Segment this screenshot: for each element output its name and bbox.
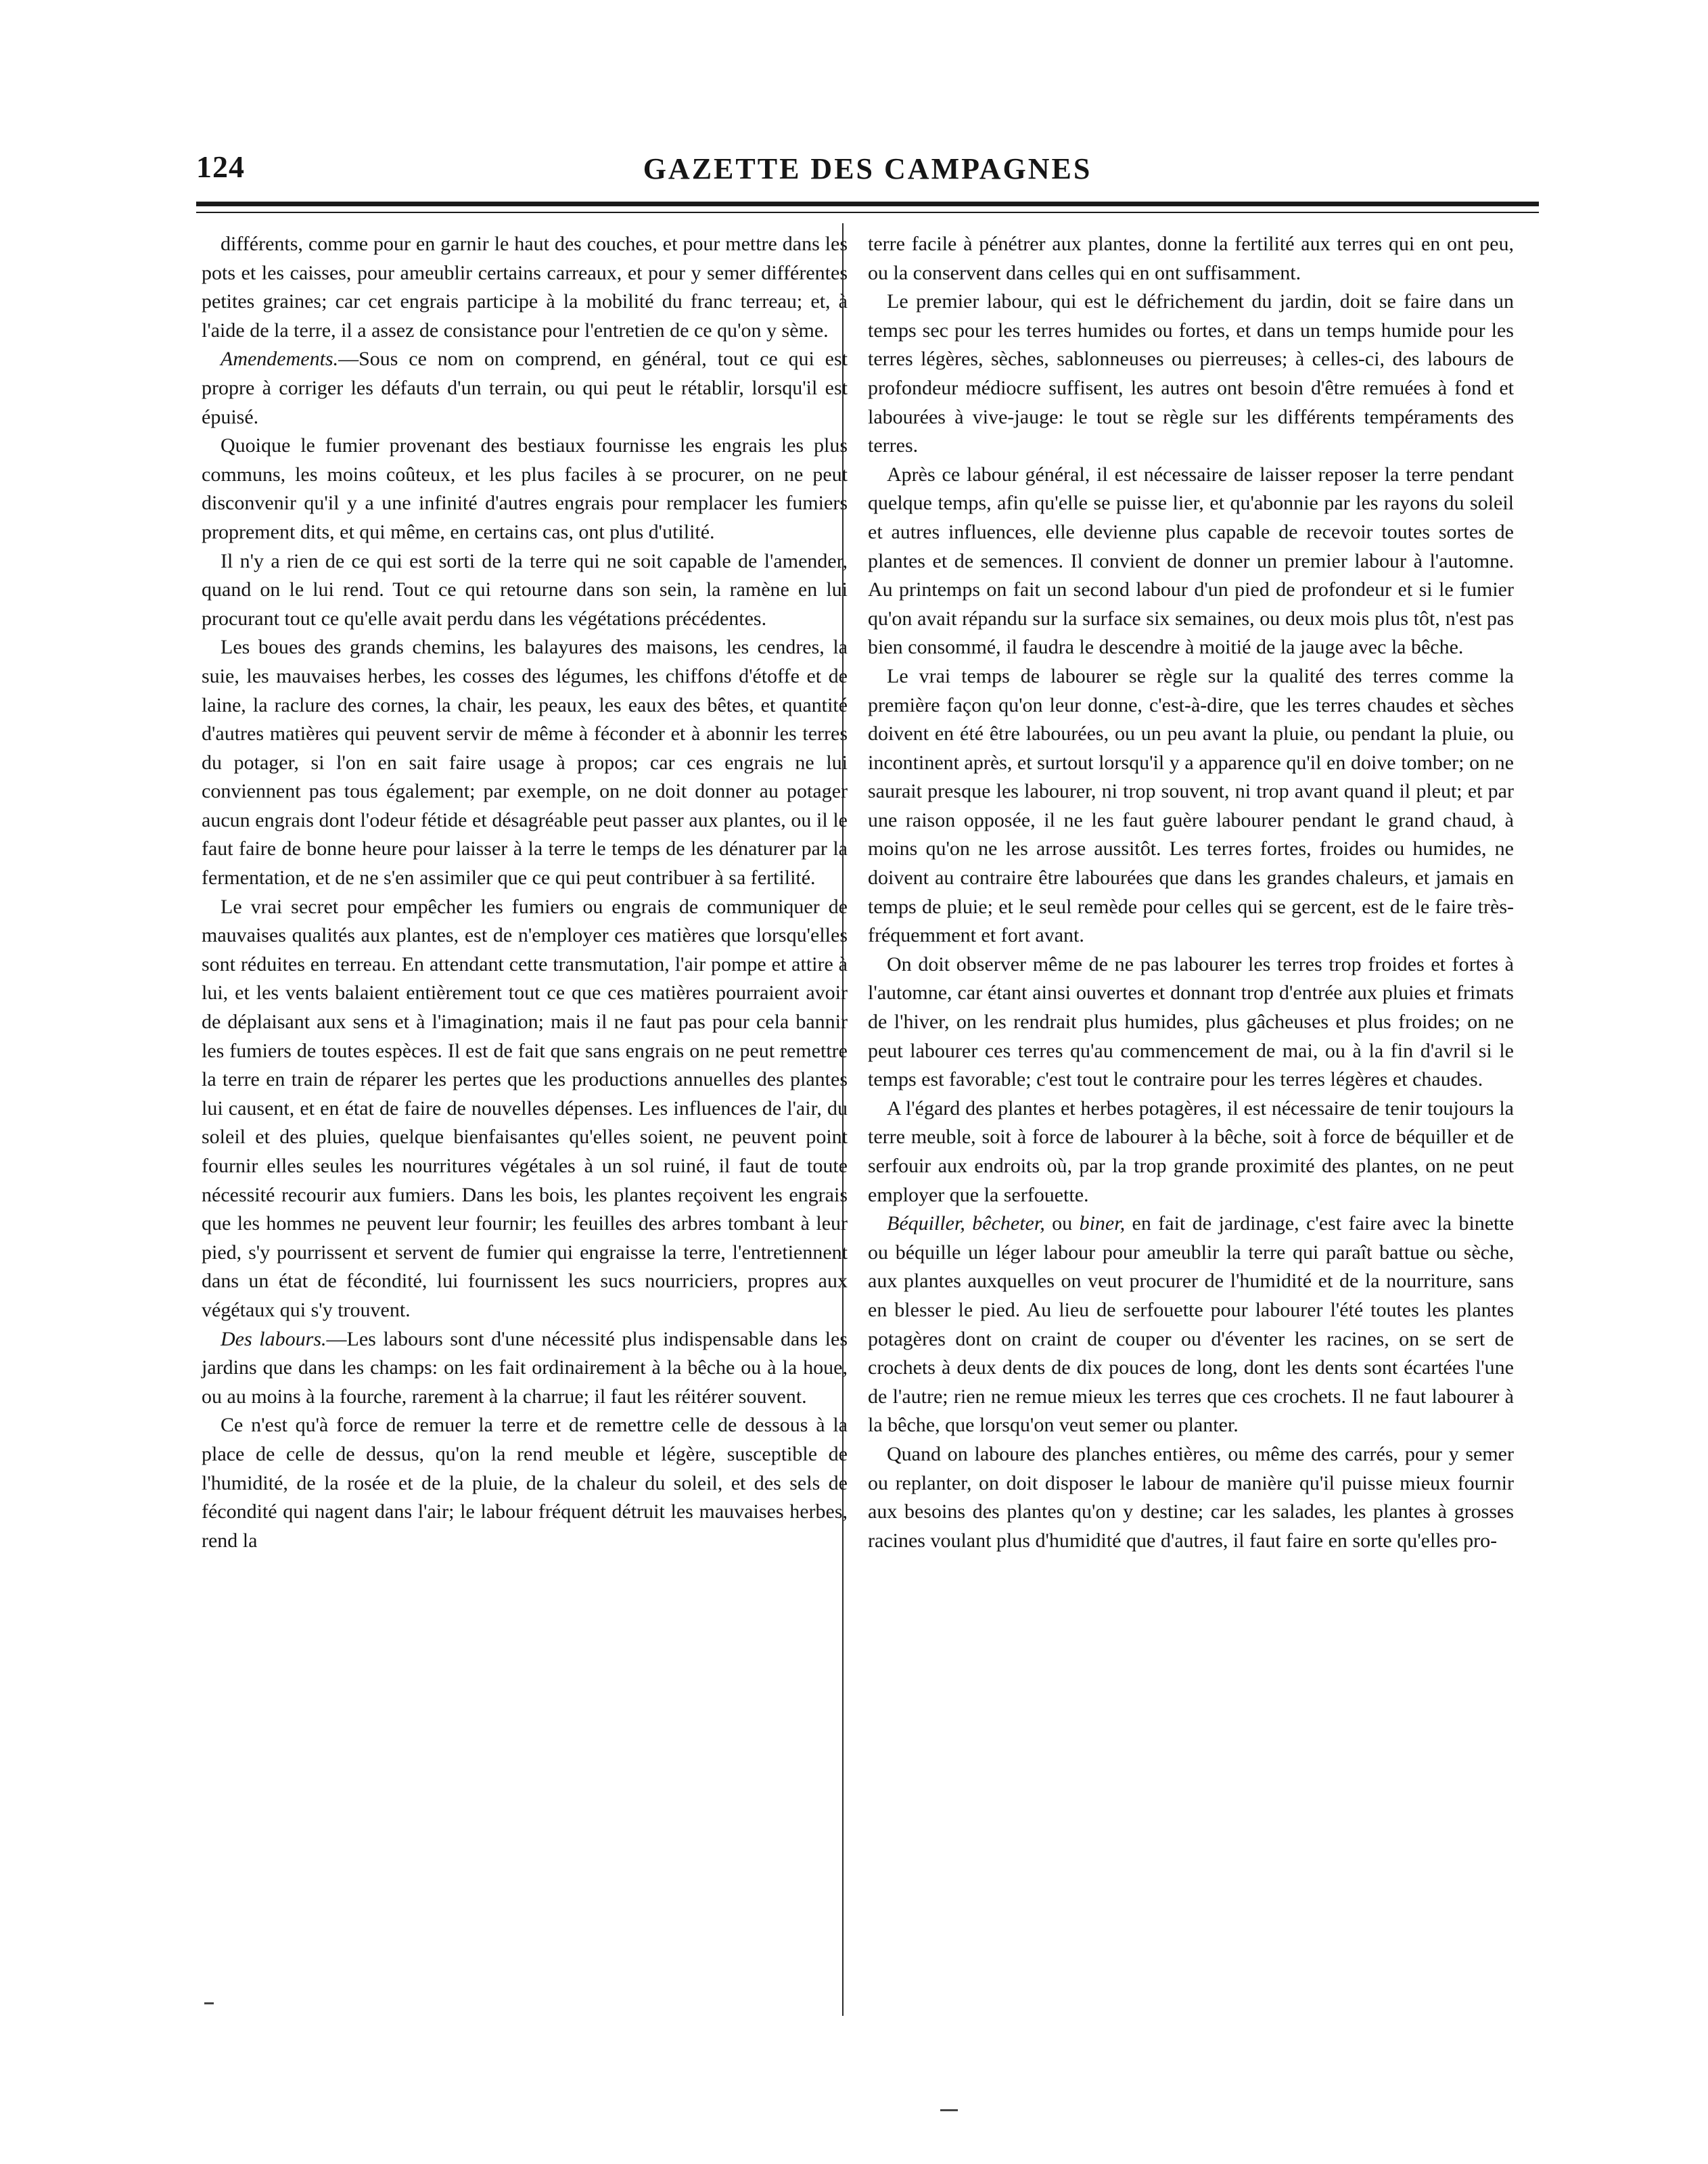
- section-lead: Amendements.: [221, 348, 339, 371]
- section-lead: Des labours.: [221, 1327, 327, 1350]
- page-header: [196, 149, 1539, 189]
- paragraph: [868, 950, 1514, 1095]
- paragraph-text: Après ce labour général, il est nécessaire de laisser reposer la terre pendant quelque temps, afin qu'elle se puisse lier, et qu'abonnie par les rayons du soleil et autres influences, elle devienne plus capable de recevoir toutes sortes de plantes et de semences. Il convient de donner un premier labour à l'automne. Au printemps on fait un second labour d'un pied de profondeur et si le fumier qu'on avait répandu sur la surface six semaines, ou deux mois plus tôt, n'est pas bien consommé, il faudra le descendre à moitié de la jauge avec la bêche.: [868, 463, 1514, 659]
- paragraph: [202, 893, 848, 1325]
- section-lead: Béquiller, bêcheter,: [887, 1212, 1045, 1235]
- paragraph: [202, 230, 848, 345]
- paragraph-text: —Sous ce nom on comprend, en général, tout ce qui est propre à corriger les défauts d'un terrain, ou qui peut le rétablir, lorsqu'il est épuisé.: [202, 348, 848, 428]
- paragraph: [202, 547, 848, 634]
- paragraph-text: ou: [1044, 1212, 1080, 1235]
- paragraph-text: Quoique le fumier provenant des bestiaux fournisse les engrais les plus communs, les moins coûteux, et les plus faciles à se procurer, on ne peut disconvenir qu'il y a une infinité d'autres engrais pour remplacer les fumiers proprement dits, et qui même, en certains cas, ont plus d'utilité.: [202, 434, 848, 543]
- paragraph-text: terre facile à pénétrer aux plantes, donne la fertilité aux terres qui en ont peu, ou la conservent dans celles qui en ont suffisamment.: [868, 233, 1514, 284]
- running-title: GAZETTE DES CAMPAGNES: [643, 152, 1092, 185]
- paragraph-text: A l'égard des plantes et herbes potagères, il est nécessaire de tenir toujours la terre meuble, soit à force de labourer à la bêche, soit à force de béquiller et de serfouir aux endroits où, par la trop grande proximité des plantes, on ne peut employer que la serfouette.: [868, 1097, 1514, 1206]
- paragraph: [868, 1440, 1514, 1555]
- paragraph-text: Le premier labour, qui est le défrichement du jardin, doit se faire dans un temps sec pour les terres humides ou fortes, et dans un temps humide pour les terres légères, sèches, sablonneuses ou pierreuses; à celles-ci, des labours de profondeur médiocre suffisent, les autres ont besoin d'être remuées à fond et labourées à vive-jauge: le tout se règle sur les différents tempéraments des terres.: [868, 290, 1514, 457]
- paragraph: [868, 461, 1514, 662]
- print-mark: [940, 2109, 958, 2111]
- page-number: 124: [196, 149, 245, 184]
- paragraph: [202, 633, 848, 892]
- paragraph: [868, 230, 1514, 287]
- paragraph-text: en fait de jardinage, c'est faire avec la binette ou béquille un léger labour pour ameublir la terre qui paraît battue ou sèche, aux plantes auxquelles on veut procurer de l'humidité et de la nourriture, sans en blesser le pied. Au lieu de serfouette pour labourer l'été toutes les plantes potagères dont on craint de couper ou d'éventer les racines, on se sert de crochets à deux dents de dix pouces de long, dont les dents sont écartées l'une de l'autre; rien ne remue mieux les terres que ces crochets. Il ne faut labourer à la bêche, que lorsqu'on veut semer ou planter.: [868, 1212, 1515, 1437]
- right-column: [868, 230, 1514, 1555]
- section-lead: biner,: [1079, 1212, 1126, 1235]
- paragraph-text: Le vrai secret pour empêcher les fumiers ou engrais de communiquer de mauvaises qualités aux plantes, est de n'employer ces matières que lorsqu'elles sont réduites en terreau. En attendant cette transmutation, l'air pompe et attire à lui, et les vents balaient entièrement tout ce que ces matières pourraient avoir de déplaisant aux sens et à l'imagination; mais il ne faut pas pour cela bannir les fumiers de toutes espèces. Il est de fait que sans engrais on ne peut remettre la terre en train de réparer les pertes que les productions annuelles des plantes lui causent, et en état de faire de nouvelles dépenses. Les influences de l'air, du soleil et des pluies, quelque bienfaisantes qu'elles soient, ne peuvent point fournir elles seules les nourritures végétales à un sol ruiné, il faut de toute nécessité recourir aux fumiers. Dans les bois, les plantes reçoivent les engrais que les hommes ne peuvent leur fournir; les feuilles des arbres tombant à leur pied, s'y pourrissent et servent de fumier qui engraisse la terre, l'entretiennent dans un état de fécondité, lui fournissent les sucs nourriciers, propres aux végétaux qui s'y trouvent.: [202, 895, 848, 1321]
- paragraph-text: On doit observer même de ne pas labourer les terres trop froides et fortes à l'automne, car étant ainsi ouvertes et donnant trop d'entrée aux pluies et frimats de l'hiver, on les rendrait plus humides, plus gâcheuses et plus froides; on ne peut labourer ces terres qu'au commencement de mai, ou à la fin d'avril si le temps est favorable; c'est tout le contraire pour les terres légères et chaudes.: [868, 952, 1514, 1091]
- paragraph-text: —Les labours sont d'une nécessité plus indispensable dans les jardins que dans les champs: on les fait ordinairement à la bêche ou à la houe, ou au moins à la fourche, rarement à la charrue; il faut les réitérer souvent.: [202, 1327, 848, 1408]
- header-rule-thin: [196, 212, 1539, 213]
- paragraph: [202, 1411, 848, 1555]
- paragraph: [202, 432, 848, 547]
- paragraph-text: Quand on laboure des planches entières, ou même des carrés, pour y semer ou replanter, on doit disposer le labour de manière qu'il puisse mieux fournir aux besoins des plantes qu'on y destine; car les salades, les plantes à grosses racines voulant plus d'humidité que d'autres, il faut faire en sorte qu'elles pro-: [868, 1442, 1514, 1552]
- paragraph-text: Le vrai temps de labourer se règle sur la qualité des terres comme la première façon qu'on leur donne, c'est-à-dire, que les terres chaudes et sèches doivent en été être labourées, ou un peu avant la pluie, ou pendant la pluie, ou incontinent après, et surtout lorsqu'il y a apparence qu'il en doive tomber; on ne saurait presque les labourer, ni trop souvent, ni trop avant quand il pleut; et par une raison opposée, il ne les faut guère labourer pendant le grand chaud, à moins qu'on ne les arrose aussitôt. Les terres fortes, froides ou humides, ne doivent au contraire être labourées que dans les grandes chaleurs, et jamais en temps de pluie; et le seul remède pour celles qui se gercent, est de le faire très-fréquemment et fort avant.: [868, 664, 1514, 947]
- paragraph-text: Ce n'est qu'à force de remuer la terre et de remettre celle de dessous à la place de celle de dessus, qu'on la rend meuble et légère, susceptible de l'humidité, de la rosée et de la pluie, de la chaleur du soleil, et des sels de fécondité qui nagent dans l'air; le labour fréquent détruit les mauvaises herbes, rend la: [202, 1414, 848, 1552]
- paragraph: [202, 345, 848, 432]
- paragraph: [868, 287, 1514, 461]
- paragraph: [868, 1210, 1514, 1440]
- paragraph: [868, 662, 1514, 950]
- paragraph: [202, 1325, 848, 1412]
- left-column: [202, 230, 848, 1555]
- print-mark: [204, 2002, 214, 2004]
- paragraph: [868, 1095, 1514, 1210]
- paragraph-text: Les boues des grands chemins, les balayures des maisons, les cendres, la suie, les mauvaises herbes, les cosses des légumes, les chiffons d'étoffe et de laine, la raclure des cornes, la chair, les peaux, les eaux des bêtes, et quantité d'autres matières qui peuvent servir de même à féconder et à abonnir les terres du potager, si l'on en sait faire usage à propos; car ces engrais ne lui conviennent pas tous également; par exemple, on ne doit donner au potager aucun engrais dont l'odeur fétide et désagréable peut passer aux plantes, ou il le faut faire de bonne heure pour laisser à la terre le temps de les dénaturer par la fermentation, et de ne s'en assimiler que ce qui peut contribuer à sa fertilité.: [202, 636, 848, 890]
- header-rule-thick: [196, 202, 1539, 206]
- paragraph-text: différents, comme pour en garnir le haut des couches, et pour mettre dans les pots et les caisses, pour ameublir certains carreaux, et pour y semer différentes petites graines; car cet engrais participe à la mobilité du franc terreau; et, à l'aide de la terre, il a assez de consistance pour l'entretien de ce qu'on y sème.: [202, 233, 848, 342]
- paragraph-text: Il n'y a rien de ce qui est sorti de la terre qui ne soit capable de l'amender, quand on le lui rend. Tout ce qui retourne dans son sein, la ramène en lui procurant tout ce qu'elle avait perdu dans les végétations précédentes.: [202, 549, 848, 630]
